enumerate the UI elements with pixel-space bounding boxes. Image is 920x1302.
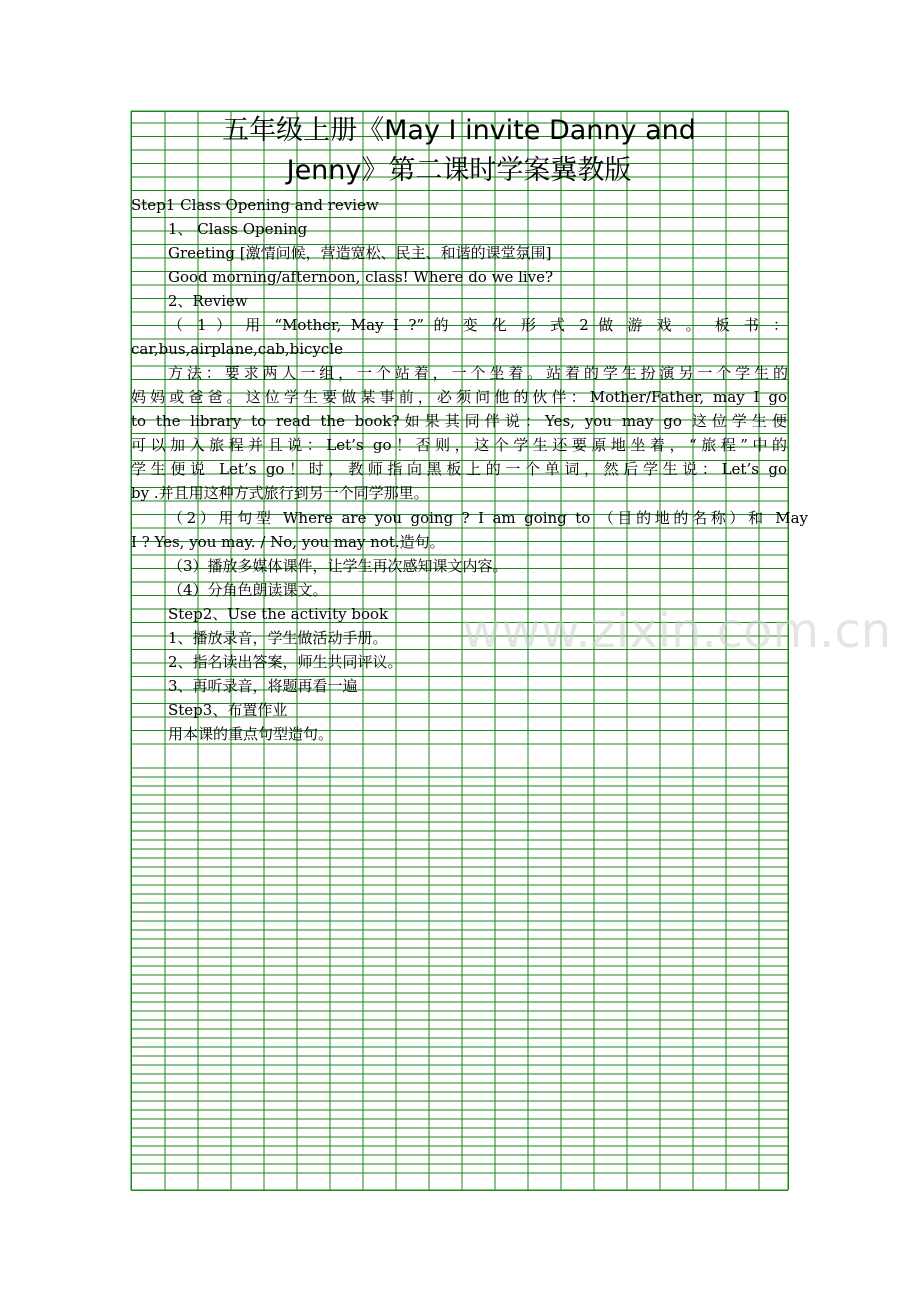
greeting-line: Greeting [激情问候，营造宽松、民主、和谐的课堂氛围] [168, 244, 552, 262]
review-item-2-line-1: （2）用句型 Where are you going ? I am going to （目的地的名称）和 May [168, 509, 808, 527]
review-item-1-line-2: car,bus,airplane,cab,bicycle [131, 340, 343, 358]
method-paragraph-line-2: 妈妈或爸爸。这位学生要做某事前，必须问他的伙伴：Mother/Father, may I go [131, 388, 787, 406]
method-paragraph-line-3: to the library to read the book?如果其同伴说：Yes, you may go 这位学生便 [131, 412, 787, 430]
document-title-line-1: 五年级上册《May I invite Danny and [222, 115, 696, 146]
method-paragraph-line-5: 学生便说 Let’s go！时，教师指向黑板上的一个单词，然后学生说：Let’s go [131, 460, 787, 478]
step3-item: 用本课的重点句型造句。 [168, 725, 334, 743]
step2-heading: Step2、Use the activity book [168, 605, 389, 623]
step2-item-3: 3、再听录音，将题再看一遍 [168, 677, 358, 695]
watermark: www.zixin.com.cn [462, 603, 892, 659]
good-morning-line: Good morning/afternoon, class! Where do we live? [168, 268, 554, 286]
method-paragraph-line-4: 可以加入旅程并且说：Let’s go！否则，这个学生还要原地坐着，“旅程”中的 [131, 436, 787, 454]
step3-heading: Step3、布置作业 [168, 701, 288, 719]
review-item-2-line-2: I ? Yes, you may. / No, you may not.造句。 [131, 533, 445, 551]
review-item-3: （3）播放多媒体课件，让学生再次感知课文内容。 [168, 557, 508, 575]
method-paragraph-line-6: by .并且用这种方式旅行到另一个同学那里。 [131, 484, 429, 502]
step1-heading: Step1 Class Opening and review [131, 196, 379, 214]
review-item-4: （4）分角色朗读课文。 [168, 581, 328, 599]
class-opening-heading: 1、 Class Opening [168, 220, 308, 238]
step2-item-1: 1、播放录音，学生做活动手册。 [168, 629, 388, 647]
step2-item-2: 2、指名读出答案，师生共同评议。 [168, 653, 403, 671]
review-heading: 2、Review [168, 292, 248, 310]
method-paragraph-line-1: 方法：要求两人一组，一个站着，一个坐着。站着的学生扮演另一个学生的 [168, 364, 788, 382]
review-item-1-line-1: （ 1 ） 用 “Mother, May I ?” 的 变 化 形 式 2 做 游 戏 。 板 书 ： [168, 316, 788, 334]
document-title-line-2: Jenny》第二课时学案冀教版 [286, 155, 632, 186]
